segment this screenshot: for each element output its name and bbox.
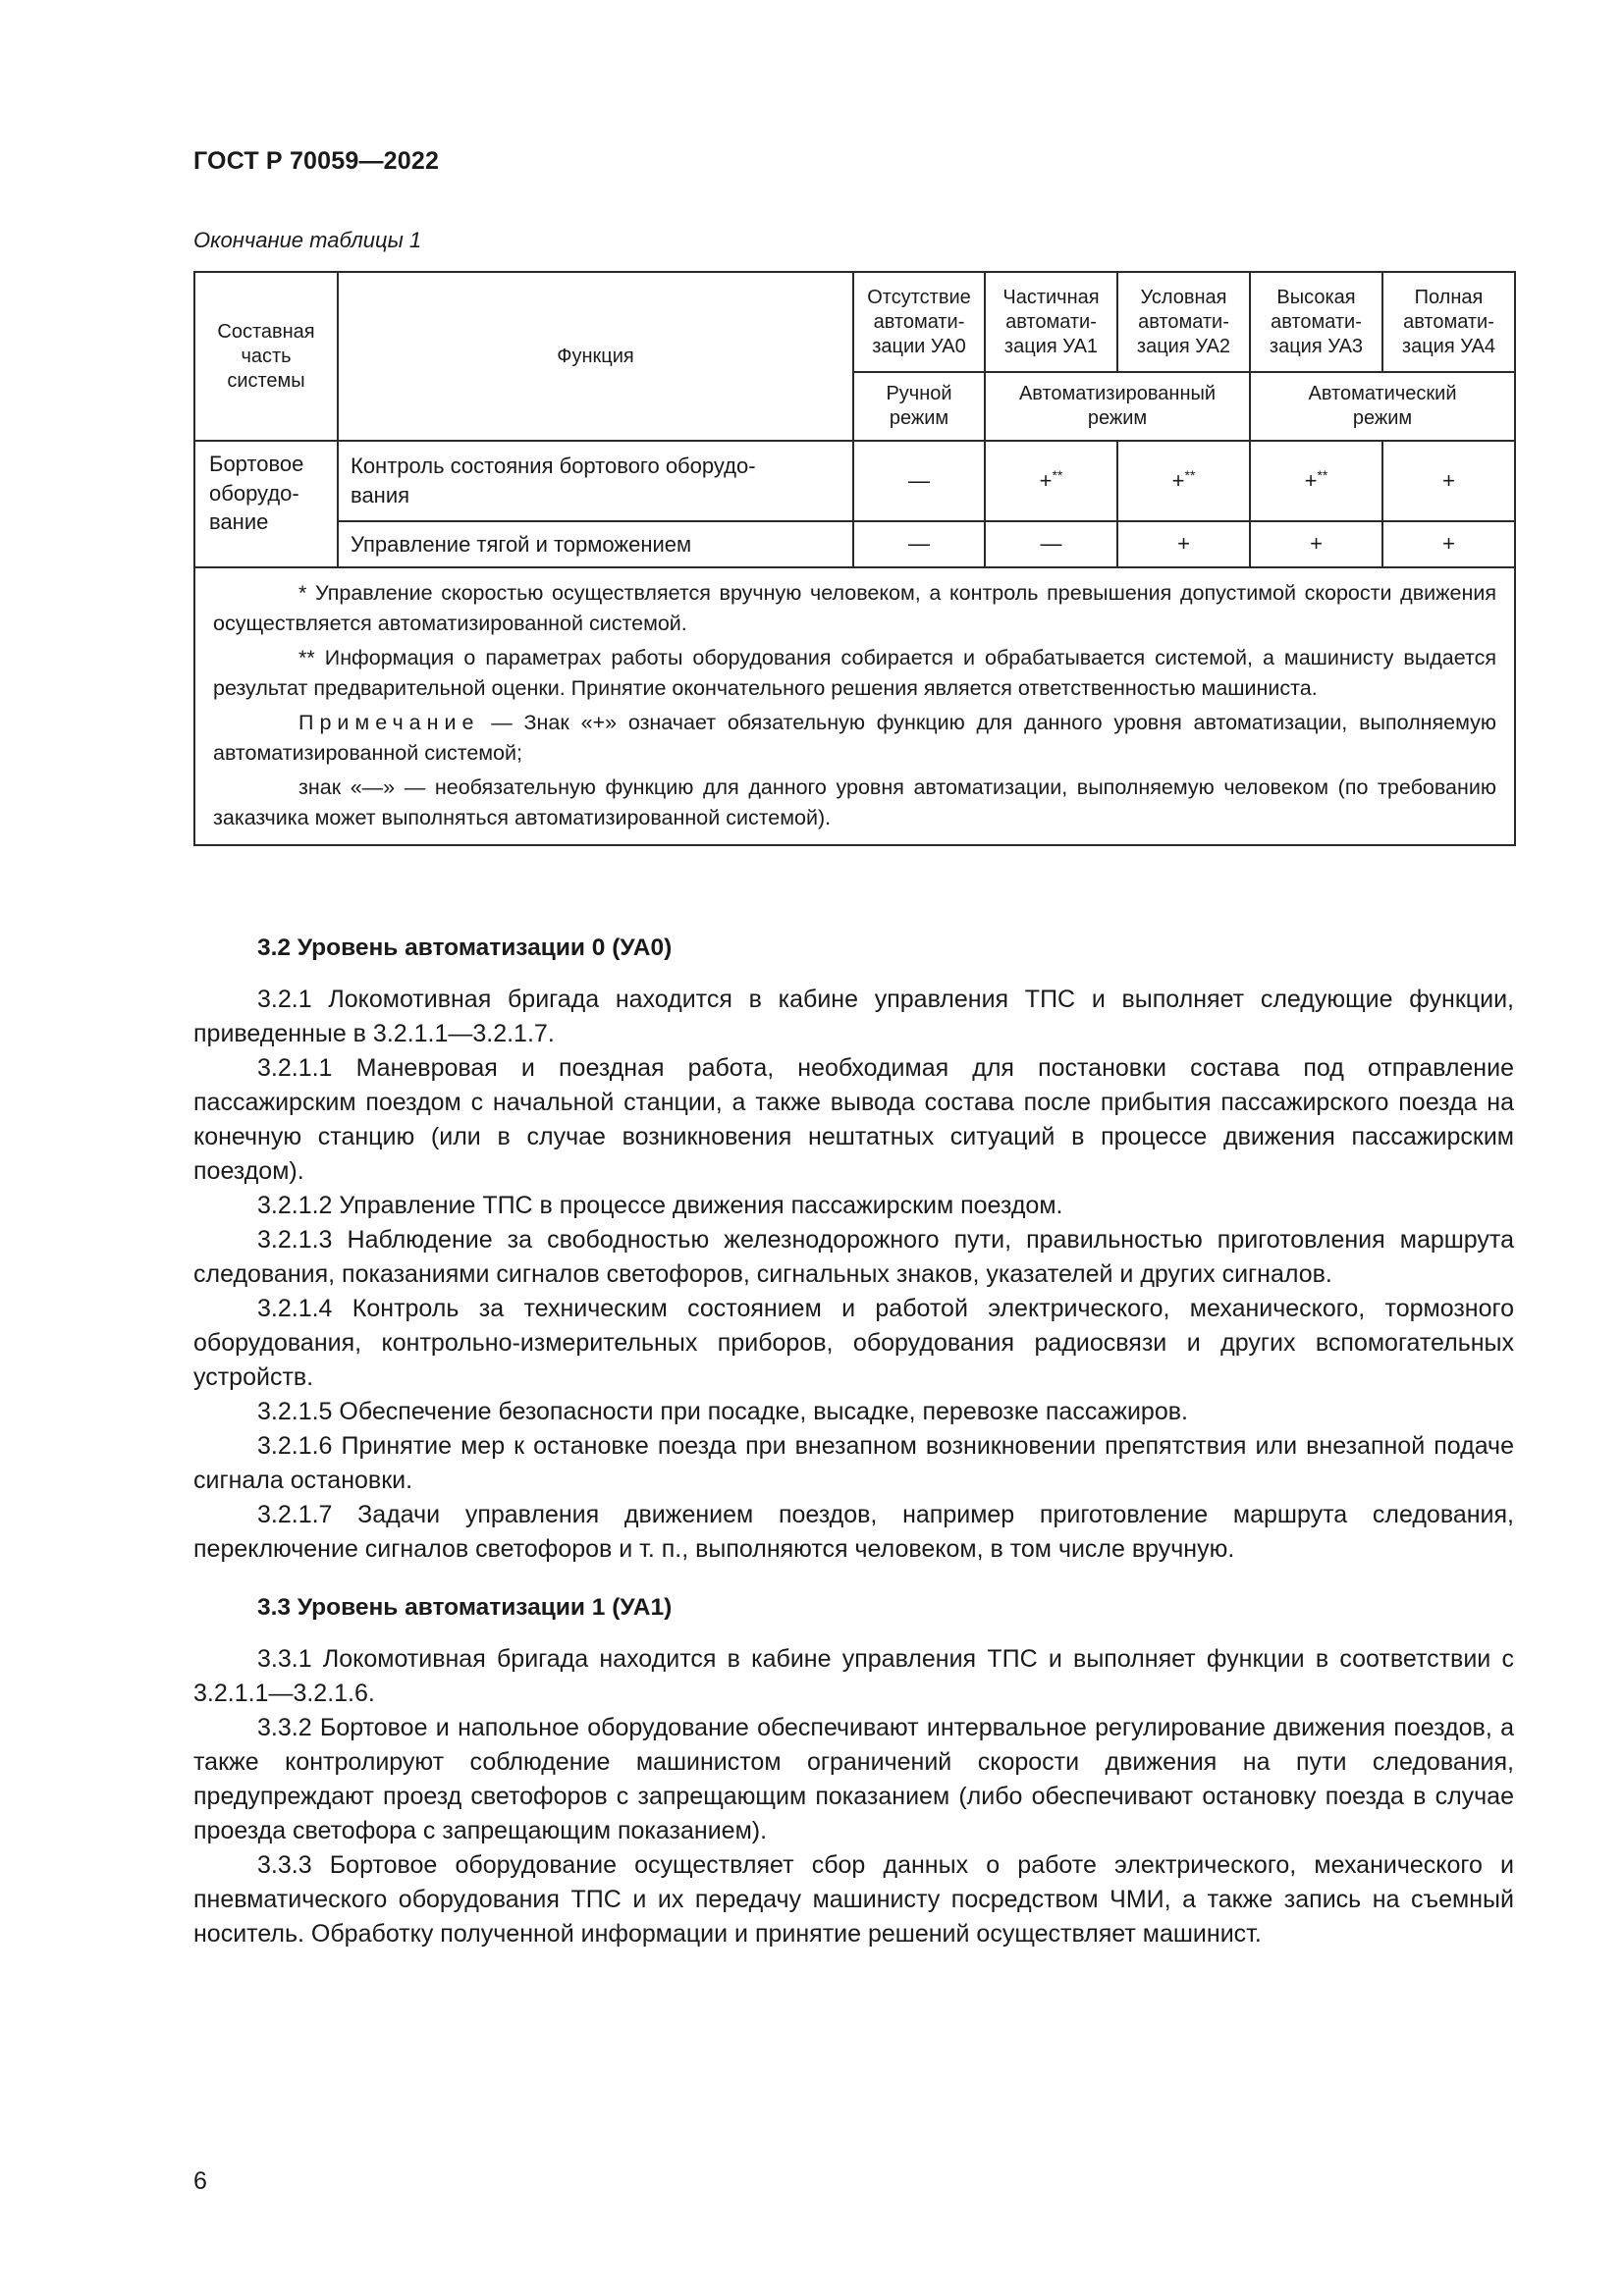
paragraph: 3.2.1.3 Наблюдение за свободностью железнодорожного пути, правильностью приготовления маршрута следования, показаниями сигналов светофоров, сигнальных знаков, указателей и других сигналов.: [193, 1226, 1514, 1288]
paragraph: 3.2.1.4 Контроль за техническим состоянием и работой электрического, механического, тормозного оборудования, контрольно-измерительных приборов, оборудования радиосвязи и других вспомогательных устройств.: [193, 1295, 1514, 1391]
paragraph: 3.2.1.6 Принятие мер к остановке поезда при внезапном возникновении препятствия или внезапной подаче сигнала остановки.: [193, 1432, 1514, 1494]
mode-manual: Ручной режим: [853, 372, 985, 441]
footnote: * Управление скоростью осуществляется вручную человеком, а контроль превышения допустимой скорости движения осуществляется автоматизированной системой.: [213, 581, 1496, 635]
header-level-ua0: Отсутствие автомати- зации УА0: [853, 272, 985, 372]
mark-cell: +: [1382, 441, 1515, 521]
table-notes: [194, 567, 1515, 845]
section-heading: 3.2 Уровень автоматизации 0 (УА0): [257, 934, 673, 961]
note: Примечание — Знак «+» означает обязательную функцию для данного уровня автоматизации, выполняемую автоматизированной системой;: [213, 711, 1496, 765]
mode-automated: Автоматизированный режим: [985, 372, 1250, 441]
mark-cell: +: [1250, 521, 1382, 567]
mark-cell: +: [1382, 521, 1515, 567]
mark-cell: +: [1117, 521, 1250, 567]
function-equipment-monitoring: Контроль состояния бортового оборудо- вания: [338, 441, 853, 521]
paragraph: 3.2.1.2 Управление ТПС в процессе движения пассажирским поездом.: [257, 1192, 1063, 1219]
paragraph: 3.3.2 Бортовое и напольное оборудование обеспечивают интервальное регулирование движения поездов, а также контролируют соблюдение машинистом ограничений скорости движения на пути следования, предупреждают проезд светофоров с запрещающим показанием (либо обеспечивают остановку поезда в случае проезда светофора с запрещающим показанием).: [193, 1714, 1514, 1844]
paragraph: 3.2.1.5 Обеспечение безопасности при посадке, высадке, перевозке пассажиров.: [257, 1398, 1188, 1425]
document-body: [193, 931, 1514, 1951]
paragraph: 3.2.1.1 Маневровая и поездная работа, необходимая для постановки состава под отправление пассажирским поездом с начальной станции, а также вывода состава после прибытия пассажирского поезда на конечную станцию (или в случае возникновения нештатных ситуаций в процессе движения пассажирским поездом).: [193, 1054, 1514, 1185]
header-level-ua1: Частичная автомати- зация УА1: [985, 272, 1117, 372]
header-level-ua3: Высокая автомати- зация УА3: [1250, 272, 1382, 372]
note-label: Примечание: [298, 711, 480, 735]
mark-cell: +**: [985, 441, 1117, 521]
header-part: Составная часть системы: [194, 272, 338, 441]
header-function: Функция: [338, 272, 853, 441]
note-continued: знак «—» — необязательную функцию для данного уровня автоматизации, выполняемую человеком (по требованию заказчика может выполняться автоматизированной системой).: [213, 775, 1496, 829]
document-header: ГОСТ Р 70059—2022: [193, 147, 440, 175]
page-number: 6: [193, 2167, 207, 2195]
mark-cell: +**: [1117, 441, 1250, 521]
mark-cell: —: [985, 521, 1117, 567]
footnote: ** Информация о параметрах работы оборудования собирается и обрабатывается системой, а машинисту выдается результат предварительной оценки. Принятие окончательного решения является ответственностью машиниста.: [213, 646, 1496, 700]
automation-levels-table: [193, 271, 1516, 846]
table-caption: Окончание таблицы 1: [193, 228, 422, 252]
paragraph: 3.2.1.7 Задачи управления движением поездов, например приготовление маршрута следования, переключение сигналов светофоров и т. п., выполняются человеком, в том числе вручную.: [193, 1501, 1514, 1563]
mark-cell: +**: [1250, 441, 1382, 521]
paragraph: 3.3.3 Бортовое оборудование осуществляет сбор данных о работе электрического, механического и пневматического оборудования ТПС и их передачу машинисту посредством ЧМИ, а также запись на съемный носитель. Обработку полученной информации и принятие решений осуществляет машинист.: [193, 1851, 1514, 1948]
paragraph: 3.3.1 Локомотивная бригада находится в кабине управления ТПС и выполняет функции в соответствии с 3.2.1.1—3.2.1.6.: [193, 1645, 1514, 1707]
header-level-ua2: Условная автомати- зация УА2: [1117, 272, 1250, 372]
function-traction-braking: Управление тягой и торможением: [338, 521, 853, 567]
section-heading: 3.3 Уровень автоматизации 1 (УА1): [257, 1594, 673, 1621]
header-level-ua4: Полная автомати- зация УА4: [1382, 272, 1515, 372]
paragraph: 3.2.1 Локомотивная бригада находится в кабине управления ТПС и выполняет следующие функции, приведенные в 3.2.1.1—3.2.1.7.: [193, 986, 1514, 1047]
part-onboard-equipment: Бортовое оборудо- вание: [194, 441, 338, 567]
mark-cell: —: [853, 441, 985, 521]
mark-cell: —: [853, 521, 985, 567]
mode-automatic: Автоматический режим: [1250, 372, 1515, 441]
